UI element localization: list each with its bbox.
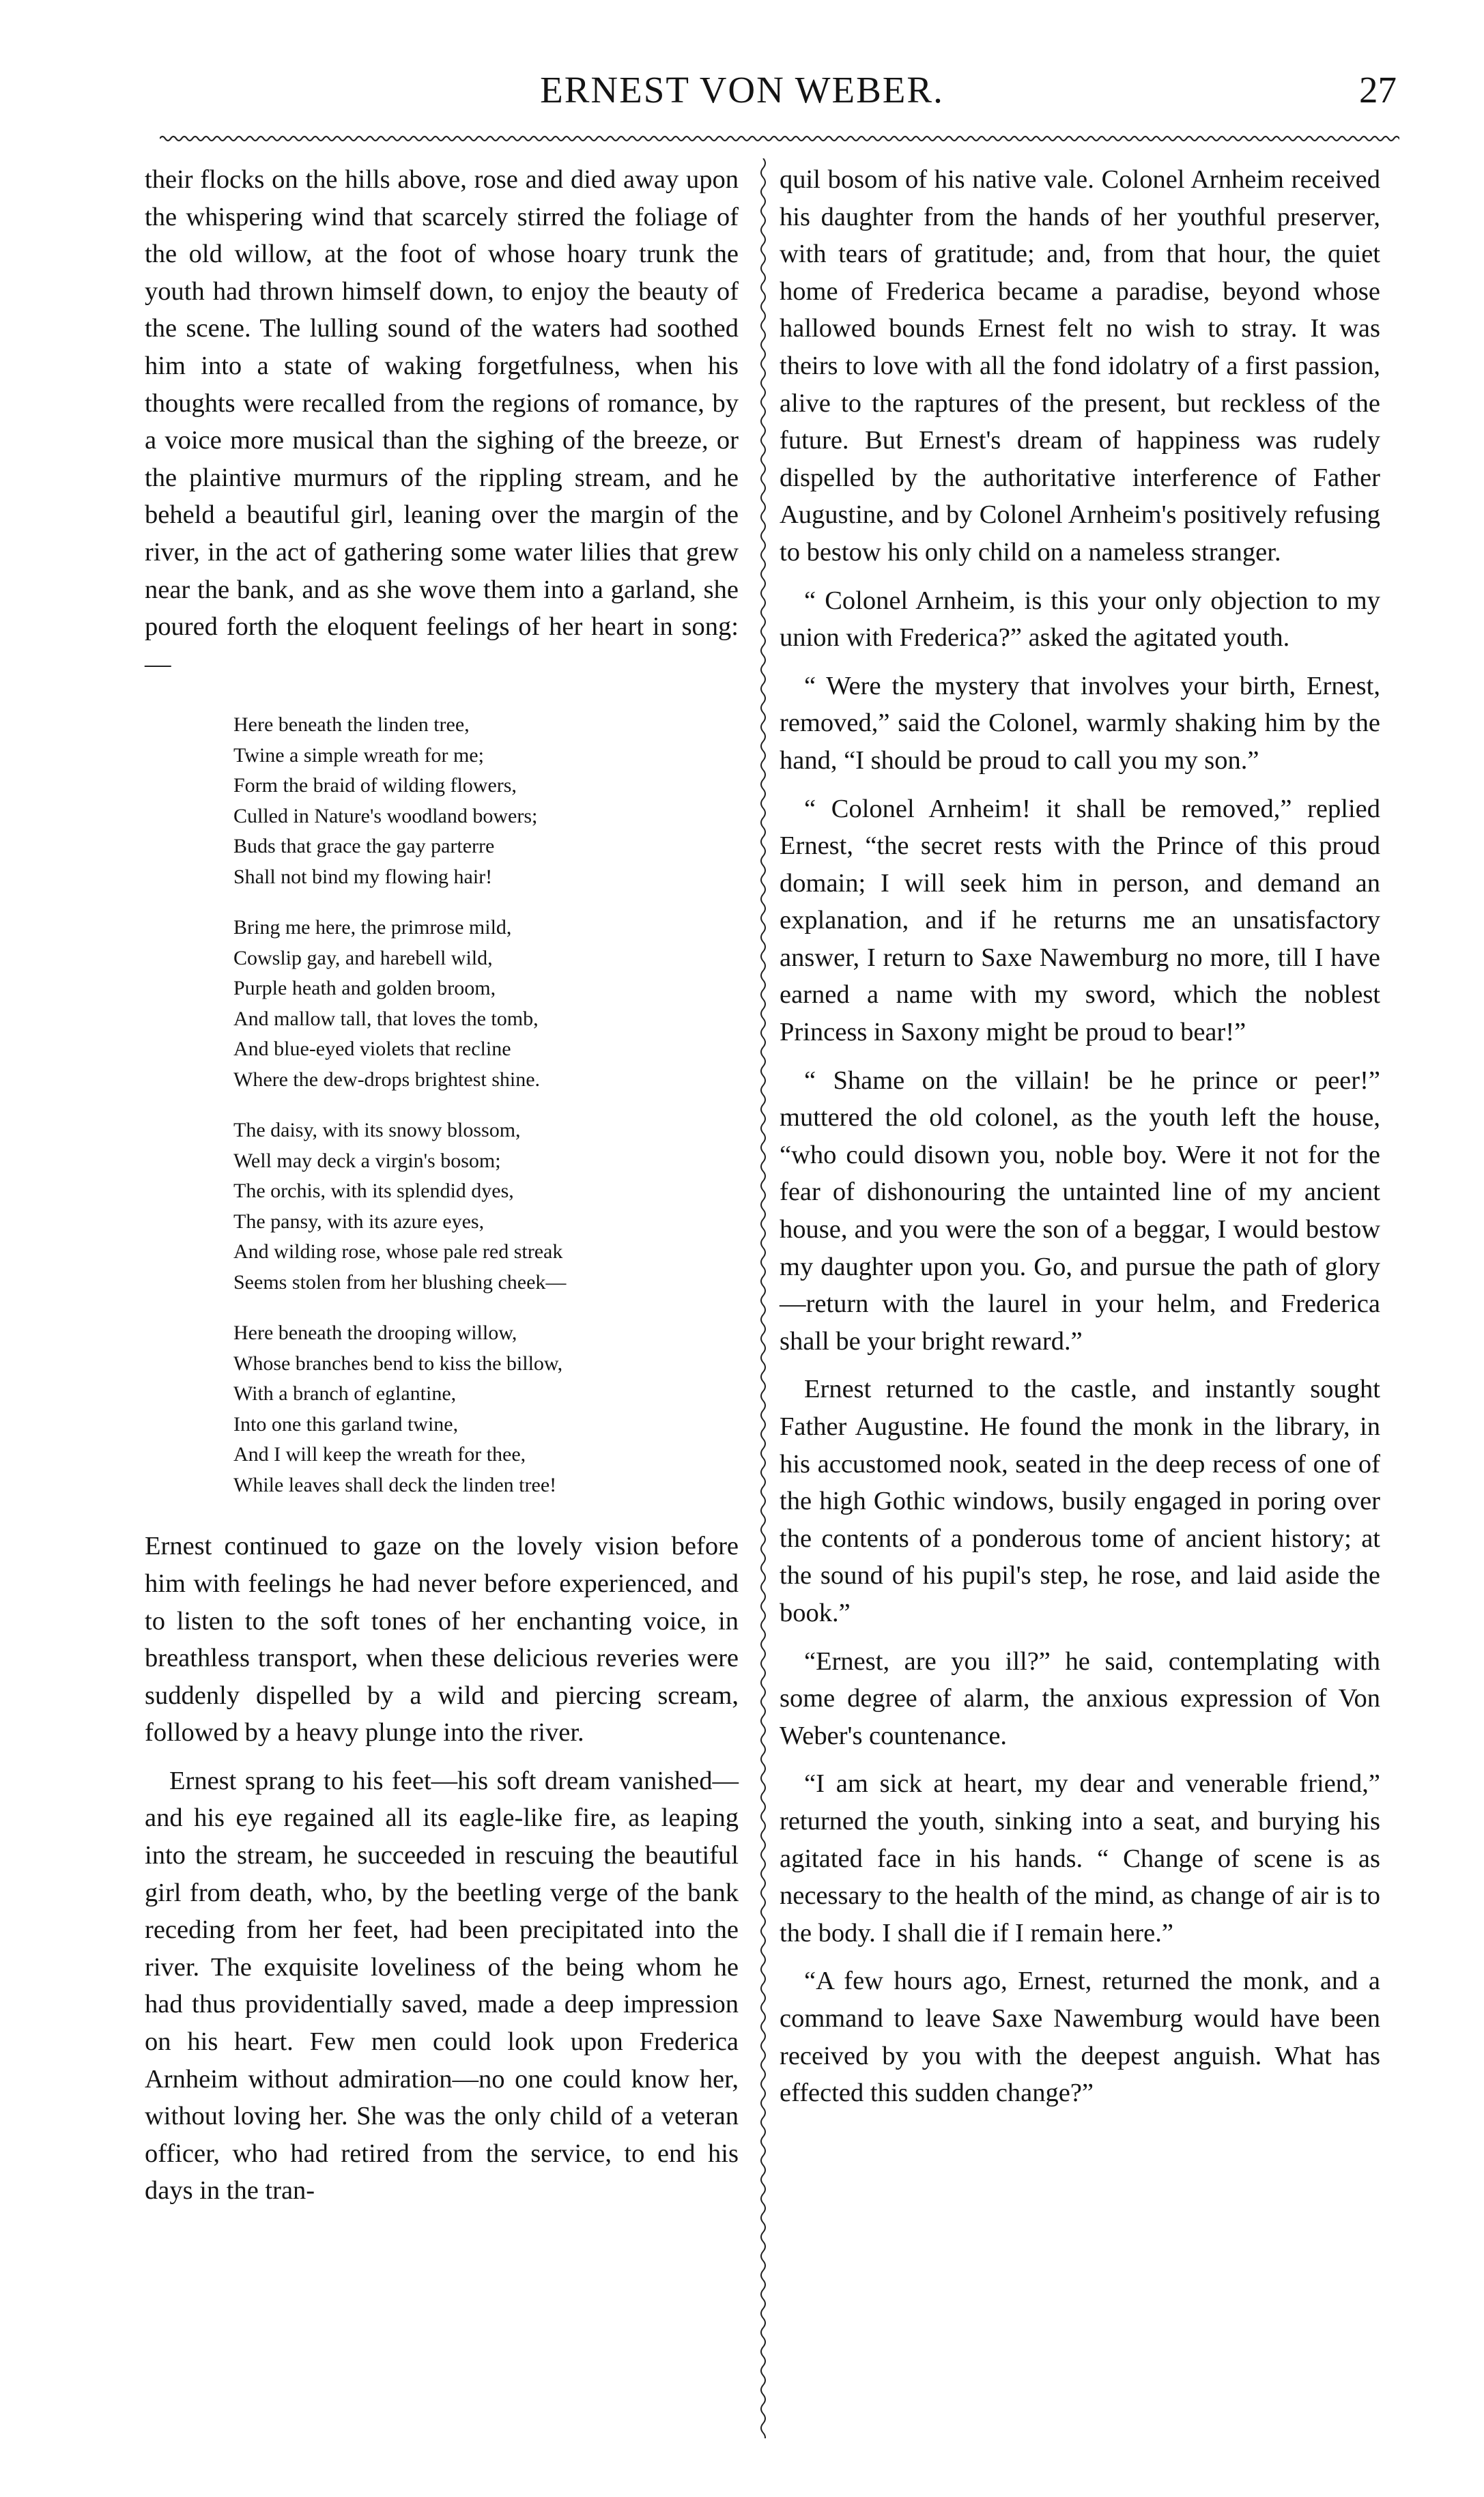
poem-line: Cowslip gay, and harebell wild, bbox=[233, 946, 493, 969]
poem-line: And blue-eyed violets that recline bbox=[233, 1038, 511, 1061]
paragraph: Ernest returned to the castle, and instantly sought Father Augustine. He found the monk in the library, in his accustomed nook, seated in the deep recess of one of the high Gothic windows, busily engaged in poring over the contents of a ponderous tome of ancient history; at the sound of his pupil's step, he rose, and laid aside the book.” bbox=[780, 1375, 1380, 1627]
poem-line: Purple heath and golden broom, bbox=[233, 977, 496, 1000]
poem-line: Here beneath the drooping willow, bbox=[233, 1322, 517, 1345]
poem-line: The pansy, with its azure eyes, bbox=[233, 1210, 485, 1233]
poem-line: Here beneath the linden tree, bbox=[233, 713, 470, 737]
poem-stanza bbox=[233, 913, 739, 1095]
right-column bbox=[780, 161, 1380, 2112]
poem-line: Where the dew-drops brightest shine. bbox=[233, 1068, 541, 1091]
poem-line: The orchis, with its splendid dyes, bbox=[233, 1180, 514, 1203]
paragraph: “ Colonel Arnheim! it shall be removed,” replied Ernest, “the secret rests with the Prince of this proud domain; I will seek him in person, and demand an explanation, and if he returns me an unsatisfactory answer, I return to Saxe Nawemburg no more, till I have earned a name with my sword, which the noblest Princess in Saxony might be proud to bear!” bbox=[780, 794, 1380, 1047]
poem-line: And wilding rose, whose pale red streak bbox=[233, 1240, 563, 1264]
poem-stanza bbox=[233, 1318, 739, 1500]
header-wavy-rule bbox=[160, 134, 1399, 143]
poem-line: Bring me here, the primrose mild, bbox=[233, 916, 512, 939]
poem-line: While leaves shall deck the linden tree! bbox=[233, 1473, 557, 1496]
poem-line: With a branch of eglantine, bbox=[233, 1382, 457, 1406]
running-title: ERNEST VON WEBER. bbox=[540, 69, 944, 111]
paragraph: “ Colonel Arnheim, is this your only objection to my union with Frederica?” asked the agitated youth. bbox=[780, 586, 1380, 653]
paragraph: “ Shame on the villain! be he prince or peer!” muttered the old colonel, as the youth left the house, “who could disown you, noble boy. Were it not for the fear of dishonouring the untainted line of my ancient house, and you were the son of a beggar, I would bestow my daughter upon you. Go, and pursue the path of glory—return with the laurel in your helm, and Frederica shall be your bright reward.” bbox=[780, 1066, 1380, 1356]
column-divider-wavy-rule bbox=[756, 158, 770, 2438]
paragraph: their flocks on the hills above, rose and died away upon the whispering wind that scarcely stirred the foliage of the old willow, at the foot of whose hoary trunk the youth had thrown himself down, to enjoy the beauty of the scene. The lulling sound of the waters had soothed him into a state of waking forgetfulness, when his thoughts were recalled from the regions of romance, by a voice more musical than the sighing of the breeze, or the plaintive murmurs of the rippling stream, and he beheld a beautiful girl, leaning over the margin of the river, in the act of gathering some water lilies that grew near the bank, and as she wove them into a garland, she poured forth the eloquent feelings of her heart in song:— bbox=[145, 165, 739, 679]
poem-line: Shall not bind my flowing hair! bbox=[233, 865, 493, 888]
paragraph: quil bosom of his native vale. Colonel Arnheim received his daughter from the hands of her youthful preserver, with tears of gratitude; and, from that hour, the quiet home of Frederica became a paradise, beyond whose hallowed bounds Ernest felt no wish to stray. It was theirs to love with all the fond idolatry of a first passion, alive to the raptures of the present, but reckless of the future. But Ernest's dream of happiness was rudely dispelled by the authoritative interference of Father Augustine, and by Colonel Arnheim's positively refusing to bestow his only child on a nameless stranger. bbox=[780, 165, 1380, 567]
paragraph: “I am sick at heart, my dear and venerable friend,” returned the youth, sinking into a seat, and burying his agitated face in his hands. “ Change of scene is as necessary to the health of the mind, as change of air is to the body. I shall die if I remain here.” bbox=[780, 1769, 1380, 1947]
left-column bbox=[145, 161, 739, 2210]
poem-line: Into one this garland twine, bbox=[233, 1412, 459, 1436]
page-header bbox=[0, 0, 1484, 143]
poem-line: Form the braid of wilding flowers, bbox=[233, 774, 517, 797]
paragraph: “A few hours ago, Ernest, returned the monk, and a command to leave Saxe Nawemburg would have been received by you with the deepest anguish. What has effected this sudden change?” bbox=[780, 1967, 1380, 2108]
poem-line: And mallow tall, that loves the tomb, bbox=[233, 1007, 539, 1030]
poem-line: Buds that grace the gay parterre bbox=[233, 835, 495, 858]
paragraph: Ernest continued to gaze on the lovely vision before him with feelings he had never before experienced, and to listen to the soft tones of her enchanting voice, in breathless transport, when these delicious reveries were suddenly dispelled by a wild and piercing scream, followed by a heavy plunge into the river. bbox=[145, 1532, 739, 1747]
poem bbox=[233, 710, 739, 1500]
poem-line: The daisy, with its snowy blossom, bbox=[233, 1119, 521, 1142]
poem-line: Twine a simple wreath for me; bbox=[233, 743, 484, 767]
paragraph: “ Were the mystery that involves your birth, Ernest, removed,” said the Colonel, warmly shaking him by the hand, “I should be proud to call you my son.” bbox=[780, 671, 1380, 775]
poem-line: Seems stolen from her blushing cheek— bbox=[233, 1270, 567, 1294]
poem-line: Whose branches bend to kiss the billow, bbox=[233, 1352, 563, 1375]
poem-line: Well may deck a virgin's bosom; bbox=[233, 1149, 501, 1172]
poem-stanza bbox=[233, 710, 739, 892]
poem-line: And I will keep the wreath for thee, bbox=[233, 1443, 526, 1466]
paragraph: “Ernest, are you ill?” he said, contemplating with some degree of alarm, the anxious expression of Von Weber's countenance. bbox=[780, 1646, 1380, 1750]
poem-line: Culled in Nature's woodland bowers; bbox=[233, 804, 538, 827]
poem-stanza bbox=[233, 1115, 739, 1298]
page-number: 27 bbox=[1359, 69, 1397, 111]
paragraph: Ernest sprang to his feet—his soft dream vanished—and his eye regained all its eagle-like fire, as leaping into the stream, he succeeded in rescuing the beautiful girl from death, who, by the beetling verge of the bank receding from her feet, had been precipitated into the river. The exquisite loveliness of the being whom he had thus providentially saved, made a deep impression on his heart. Few men could look upon Frederica Arnheim without admiration—no one could know her, without loving her. She was the only child of a veteran officer, who had retired from the service, to end his days in the tran- bbox=[145, 1766, 739, 2206]
